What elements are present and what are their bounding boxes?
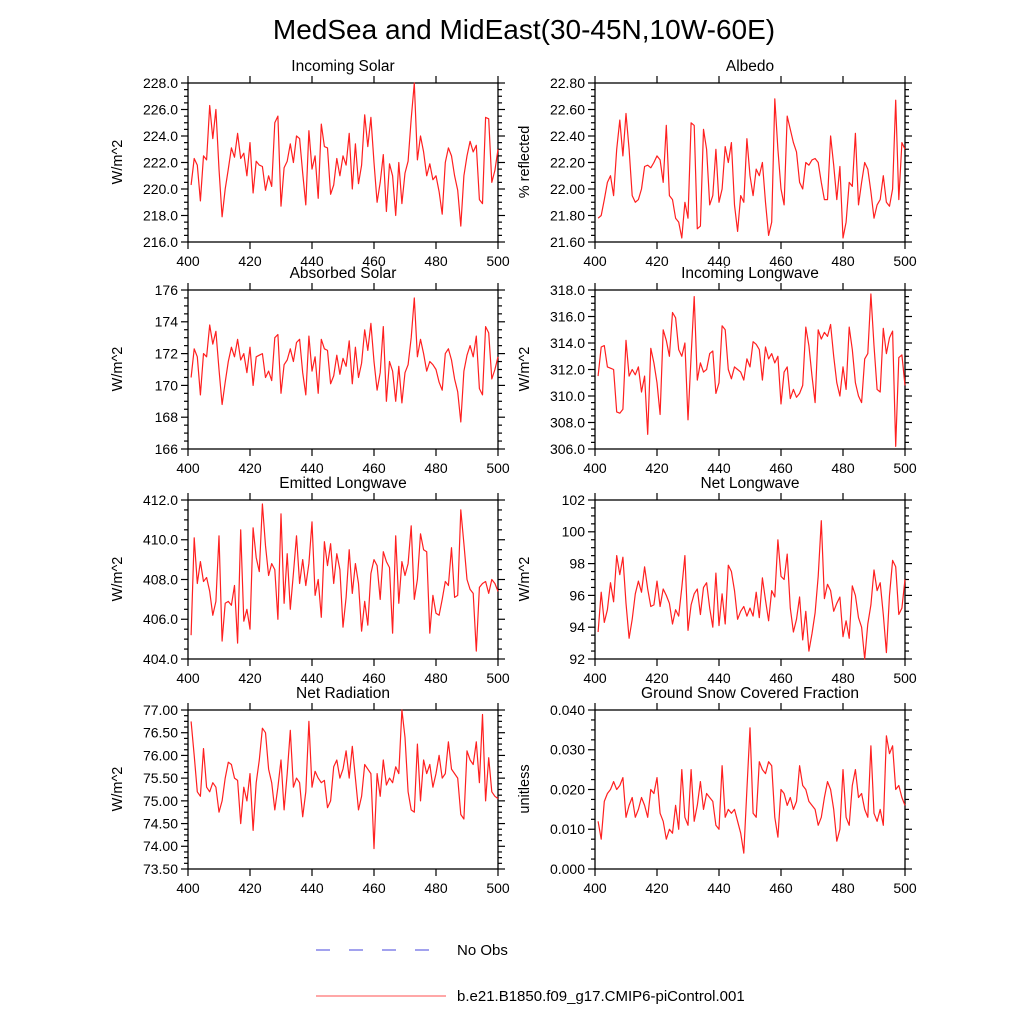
y-axis-label: W/m^2 [110, 766, 126, 812]
svg-text:460: 460 [362, 880, 386, 896]
subplot-title: Absorbed Solar [289, 265, 397, 282]
tick-labels [550, 282, 917, 476]
svg-text:100: 100 [561, 523, 585, 540]
legend-row-no-obs [315, 941, 508, 959]
no-obs-line-sample [315, 942, 447, 958]
svg-text:172: 172 [154, 345, 178, 362]
subplot-incoming-solar [98, 55, 518, 291]
subplot-ground-snow-covered-fraction [505, 682, 925, 918]
model-line-sample [315, 988, 447, 1004]
axes [595, 83, 905, 242]
data-series-line [598, 728, 905, 853]
axes [188, 83, 498, 242]
svg-text:420: 420 [645, 880, 669, 896]
svg-text:440: 440 [707, 670, 731, 686]
svg-text:420: 420 [238, 880, 262, 896]
svg-text:480: 480 [424, 670, 448, 686]
svg-text:440: 440 [707, 880, 731, 896]
svg-text:500: 500 [893, 670, 917, 686]
plot-canvas-albedo [505, 55, 925, 291]
tick-marks [181, 703, 505, 876]
svg-text:22.40: 22.40 [549, 127, 585, 144]
svg-text:21.80: 21.80 [549, 207, 585, 224]
svg-text:94: 94 [569, 619, 585, 636]
svg-text:22.60: 22.60 [549, 101, 585, 118]
svg-text:460: 460 [769, 670, 793, 686]
svg-text:0.030: 0.030 [549, 741, 585, 758]
svg-text:73.50: 73.50 [142, 860, 178, 877]
svg-text:480: 480 [831, 253, 855, 269]
data-series-line [191, 298, 498, 422]
svg-text:170: 170 [154, 377, 178, 394]
legend-label-model: b.e21.B1850.f09_g17.CMIP6-piControl.001 [457, 987, 745, 1005]
data-series-line [598, 294, 905, 446]
svg-text:400: 400 [583, 670, 607, 686]
svg-text:500: 500 [486, 253, 510, 269]
svg-text:226.0: 226.0 [142, 101, 178, 118]
svg-text:420: 420 [645, 460, 669, 476]
svg-text:308.0: 308.0 [549, 414, 585, 431]
subplot-title: Net Longwave [700, 475, 800, 492]
plot-canvas-incoming-solar [98, 55, 518, 291]
svg-text:440: 440 [300, 253, 324, 269]
subplot-net-longwave [505, 472, 925, 708]
plot-canvas-incoming-longwave [505, 262, 925, 498]
svg-text:480: 480 [424, 460, 448, 476]
axes [188, 500, 498, 659]
svg-text:220.0: 220.0 [142, 180, 178, 197]
svg-text:92: 92 [569, 650, 585, 667]
svg-text:0.010: 0.010 [549, 821, 585, 838]
svg-text:480: 480 [424, 880, 448, 896]
svg-text:420: 420 [238, 670, 262, 686]
svg-text:22.80: 22.80 [549, 74, 585, 91]
data-series-line [598, 99, 905, 238]
y-axis-label: unitless [517, 764, 533, 814]
y-axis-label: W/m^2 [110, 556, 126, 602]
y-axis-label: % reflected [517, 125, 533, 199]
tick-marks [181, 493, 505, 666]
svg-text:500: 500 [893, 253, 917, 269]
svg-text:400: 400 [176, 460, 200, 476]
y-axis-label: W/m^2 [110, 139, 126, 185]
svg-text:440: 440 [707, 460, 731, 476]
plot-canvas-absorbed-solar [98, 262, 518, 498]
subplot-incoming-longwave [505, 262, 925, 498]
svg-text:460: 460 [769, 460, 793, 476]
svg-text:22.00: 22.00 [549, 180, 585, 197]
svg-text:440: 440 [300, 670, 324, 686]
svg-text:460: 460 [769, 253, 793, 269]
svg-text:400: 400 [176, 670, 200, 686]
y-axis-label: W/m^2 [517, 346, 533, 392]
subplot-albedo [505, 55, 925, 291]
subplot-net-radiation [98, 682, 518, 918]
svg-text:500: 500 [486, 670, 510, 686]
svg-text:500: 500 [893, 880, 917, 896]
svg-text:440: 440 [707, 253, 731, 269]
svg-text:500: 500 [486, 880, 510, 896]
svg-text:316.0: 316.0 [549, 308, 585, 325]
subplot-emitted-longwave [98, 472, 518, 708]
svg-text:166: 166 [154, 440, 178, 457]
svg-text:440: 440 [300, 460, 324, 476]
plot-canvas-emitted-longwave [98, 472, 518, 708]
axes [188, 710, 498, 869]
svg-text:480: 480 [831, 670, 855, 686]
svg-text:310.0: 310.0 [549, 387, 585, 404]
svg-text:0.020: 0.020 [549, 781, 585, 798]
svg-text:21.60: 21.60 [549, 233, 585, 250]
svg-text:406.0: 406.0 [142, 611, 178, 628]
svg-text:480: 480 [831, 460, 855, 476]
svg-text:480: 480 [831, 880, 855, 896]
data-series-line [191, 710, 498, 849]
svg-text:98: 98 [569, 555, 585, 572]
data-series-line [191, 83, 498, 226]
svg-text:460: 460 [362, 253, 386, 269]
svg-text:318.0: 318.0 [549, 281, 585, 298]
tick-marks [181, 283, 505, 456]
svg-text:0.000: 0.000 [549, 860, 585, 877]
plot-canvas-ground-snow-covered-fraction [505, 682, 925, 918]
y-axis-label: W/m^2 [110, 346, 126, 392]
svg-text:76.50: 76.50 [142, 724, 178, 741]
axes [188, 290, 498, 449]
subplot-title: Emitted Longwave [279, 475, 407, 492]
svg-text:314.0: 314.0 [549, 334, 585, 351]
legend-row-model [315, 987, 745, 1005]
svg-text:500: 500 [893, 460, 917, 476]
svg-text:96: 96 [569, 587, 585, 604]
svg-text:74.00: 74.00 [142, 838, 178, 855]
svg-text:216.0: 216.0 [142, 233, 178, 250]
subplot-title: Albedo [725, 58, 775, 75]
svg-text:410.0: 410.0 [142, 531, 178, 548]
tick-labels [143, 492, 510, 686]
plot-canvas-net-radiation [98, 682, 518, 918]
subplot-title: Incoming Longwave [681, 265, 819, 282]
svg-text:224.0: 224.0 [142, 127, 178, 144]
svg-text:176: 176 [154, 281, 178, 298]
svg-text:168: 168 [154, 409, 178, 426]
svg-text:75.00: 75.00 [142, 792, 178, 809]
subplot-title: Incoming Solar [291, 58, 395, 75]
svg-text:500: 500 [486, 460, 510, 476]
svg-text:460: 460 [769, 880, 793, 896]
svg-text:480: 480 [424, 253, 448, 269]
subplot-absorbed-solar [98, 262, 518, 498]
svg-text:420: 420 [238, 253, 262, 269]
svg-text:404.0: 404.0 [142, 650, 178, 667]
svg-text:400: 400 [176, 880, 200, 896]
svg-text:76.00: 76.00 [142, 747, 178, 764]
svg-text:0.040: 0.040 [549, 701, 585, 718]
axes [595, 290, 905, 449]
svg-text:75.50: 75.50 [142, 770, 178, 787]
svg-text:420: 420 [238, 460, 262, 476]
svg-text:22.20: 22.20 [549, 154, 585, 171]
svg-text:228.0: 228.0 [142, 74, 178, 91]
svg-text:218.0: 218.0 [142, 207, 178, 224]
axes [595, 500, 905, 659]
svg-text:412.0: 412.0 [142, 491, 178, 508]
svg-text:400: 400 [583, 880, 607, 896]
svg-text:306.0: 306.0 [549, 440, 585, 457]
svg-text:440: 440 [300, 880, 324, 896]
tick-marks [588, 76, 912, 249]
svg-text:460: 460 [362, 460, 386, 476]
svg-text:77.00: 77.00 [142, 701, 178, 718]
svg-text:420: 420 [645, 670, 669, 686]
subplot-title: Net Radiation [296, 685, 390, 702]
subplot-title: Ground Snow Covered Fraction [641, 685, 859, 702]
svg-text:400: 400 [583, 253, 607, 269]
data-series-line [598, 521, 905, 659]
svg-text:222.0: 222.0 [142, 154, 178, 171]
plot-canvas-net-longwave [505, 472, 925, 708]
svg-text:408.0: 408.0 [142, 571, 178, 588]
data-series-line [191, 504, 498, 651]
page-title: MedSea and MidEast(30-45N,10W-60E) [272, 14, 776, 45]
svg-text:400: 400 [176, 253, 200, 269]
svg-text:102: 102 [561, 491, 585, 508]
svg-text:312.0: 312.0 [549, 361, 585, 378]
svg-text:74.50: 74.50 [142, 815, 178, 832]
svg-text:400: 400 [583, 460, 607, 476]
svg-text:174: 174 [154, 313, 178, 330]
y-axis-label: W/m^2 [517, 556, 533, 602]
legend-label-no-obs: No Obs [457, 941, 508, 959]
svg-text:420: 420 [645, 253, 669, 269]
svg-text:460: 460 [362, 670, 386, 686]
